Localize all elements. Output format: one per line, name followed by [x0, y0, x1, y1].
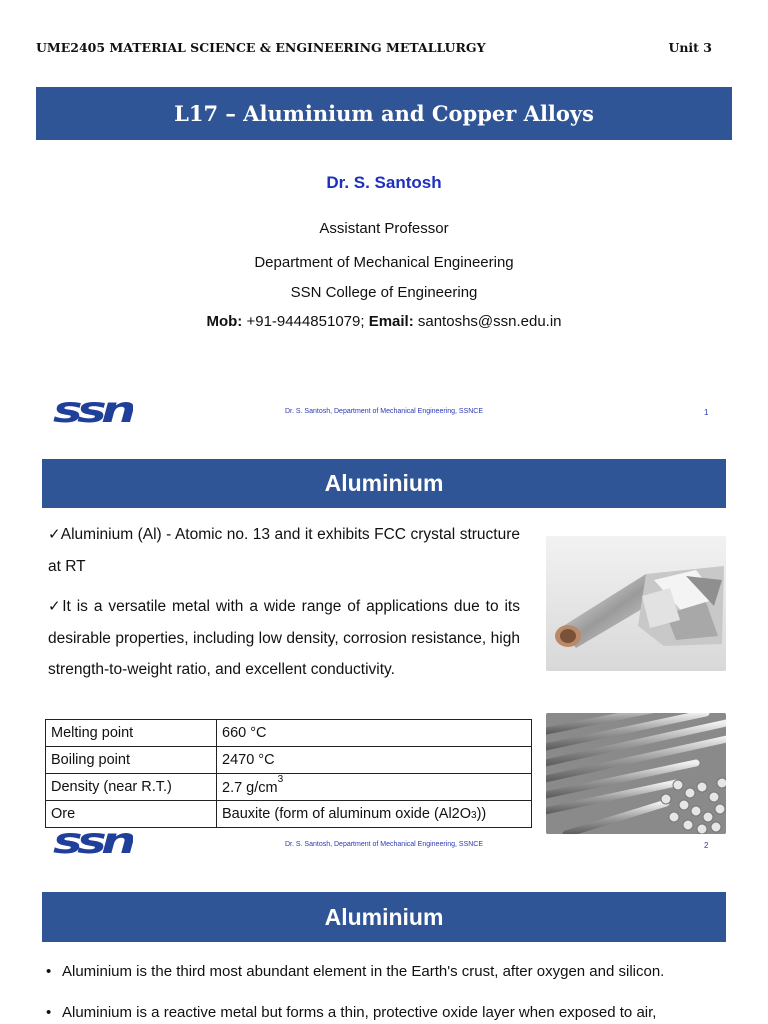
bullet-point [48, 519, 520, 582]
svg-text:ssn: ssn [53, 392, 133, 426]
author-name: Dr. S. Santosh [326, 173, 442, 192]
value-cell [217, 801, 532, 828]
list-item-text: Aluminium is a reactive metal but forms a thin, protective oxide layer when exposed to air, [62, 1004, 657, 1021]
aluminium-rods-image [546, 713, 726, 834]
list-item [46, 963, 736, 980]
slide-footer: Dr. S. Santosh, Department of Mechanical Engineering, SSNCE [284, 841, 484, 848]
value-text-end: )) [476, 806, 487, 822]
author-department: Department of Mechanical Engineering [254, 254, 514, 271]
mob-label: Mob: [206, 313, 243, 330]
author-role: Assistant Professor [319, 220, 449, 237]
value-cell: 660 °C [217, 720, 532, 747]
list-item-text: Aluminium is the third most abundant element in the Earth's crust, after oxygen and silicon. [62, 963, 665, 980]
value-text: 2.7 g/cm [222, 779, 278, 796]
slide-footer: Dr. S. Santosh, Department of Mechanical Engineering, SSNCE [284, 408, 484, 415]
ssn-logo-graphic [51, 823, 133, 857]
svg-text:ssn: ssn [53, 823, 133, 857]
check-icon: ✓ [48, 526, 61, 543]
property-cell: Density (near R.T.) [46, 774, 217, 801]
check-icon: ✓ [48, 598, 63, 615]
author-college: SSN College of Engineering [290, 284, 478, 301]
ssn-logo [51, 823, 133, 857]
formula-subscript: 3 [471, 810, 477, 821]
value-text: Bauxite (form of aluminum oxide (Al2O [222, 806, 472, 822]
email-value: santoshs@ssn.edu.in [413, 313, 562, 330]
foil-illustration [546, 536, 726, 671]
aluminium-title-banner-2 [42, 892, 726, 942]
lecture-title-banner [36, 87, 732, 140]
table-row [46, 720, 532, 747]
email-label: Email: [368, 313, 414, 330]
bullet-text: Aluminium (Al) - Atomic no. 13 and it exhibits FCC crystal structure at RT [48, 526, 520, 575]
contact-line [0, 313, 768, 330]
table-row [46, 774, 532, 801]
unit-label: Unit 3 [668, 40, 712, 55]
property-cell: Ore [46, 801, 217, 828]
rods-illustration [546, 713, 726, 834]
course-title: UME2405 MATERIAL SCIENCE & ENGINEERING METALLURGY [36, 40, 486, 55]
unit-superscript: 3 [277, 774, 284, 786]
document-header [36, 40, 712, 58]
slide-title: Aluminium [324, 903, 444, 930]
slide-number: 1 [704, 408, 709, 417]
mob-value: +91-9444851079; [242, 313, 369, 330]
property-cell: Boiling point [46, 747, 217, 774]
value-cell: 2470 °C [217, 747, 532, 774]
aluminium-title-banner [42, 459, 726, 508]
slide-number: 2 [704, 841, 709, 850]
list-item [46, 1004, 736, 1021]
lecture-title: L17 – Aluminium and Copper Alloys [174, 101, 594, 126]
aluminium-foil-image [546, 536, 726, 671]
value-cell [217, 774, 532, 801]
slide-title: Aluminium [324, 470, 444, 496]
property-cell: Melting point [46, 720, 217, 747]
bullet-point [48, 591, 520, 686]
properties-table [45, 719, 532, 828]
bullet-icon: • [46, 963, 52, 980]
bullet-icon: • [46, 1004, 52, 1021]
bullet-text: It is a versatile metal with a wide range of applications due to its desirable properties, including low density, corrosion resistance, high strength-to-weight ratio, and excellent conductivity. [48, 598, 520, 678]
table-row [46, 747, 532, 774]
